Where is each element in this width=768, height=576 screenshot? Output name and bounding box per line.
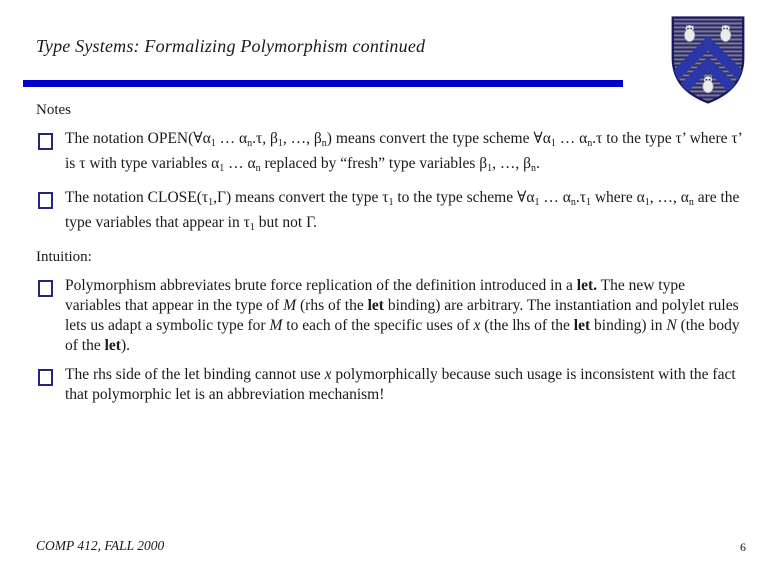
shield-svg bbox=[668, 14, 748, 106]
owl-icon bbox=[720, 25, 730, 42]
slide-body bbox=[36, 100, 744, 414]
bullet-text: The notation $CLOSE(\tau_1,\Gamma)$ means convert the type $\tau_1$ to the type scheme $\forall\alpha_1$ … $\alpha_n.\tau_1$ where $\alpha_1$, …, $\alpha_n$ are the type variables that appear in $\tau_1$ but not Γ. bbox=[65, 189, 740, 233]
bullet-item bbox=[36, 129, 744, 179]
intuition-heading: Intuition: bbox=[36, 249, 92, 265]
footer-course-label: COMP 412, FALL 2000 bbox=[36, 538, 165, 553]
bullet-text: The notation $OPEN(\forall\alpha_1$ … $\alpha_n.\tau$, $\beta_1$, …, $\beta_n$) means convert the type scheme $\forall\alpha_1$ … $\alpha_n.\tau$ to the type τ’ where τ’ is τ with type variables $\alpha_1$ … $\alpha_n$ replaced by “fresh” type variables $\beta_1$, …, $\beta_n$. bbox=[65, 130, 742, 174]
bullet-item bbox=[36, 365, 744, 405]
page-number: 6 bbox=[740, 540, 746, 554]
title-underline-rule bbox=[23, 80, 623, 87]
bullet-text: The rhs side of the let binding cannot use x polymorphically because such usage is inconsistent with the fact that polymorphic let is an abbreviation mechanism! bbox=[65, 366, 736, 403]
notes-heading: Notes bbox=[36, 102, 71, 118]
page-title: Type Systems: Formalizing Polymorphism continued bbox=[36, 36, 426, 56]
bullet-text: Polymorphism abbreviates brute force replication of the definition introduced in a let. The new type variables that appear in the type of M (rhs of the let binding) are arbitrary. The instantiation and polylet rules lets us adapt a symbolic type for M to each of the specific uses of x (the lhs of the let binding) in N (the body of the let). bbox=[65, 277, 740, 354]
owl-icon bbox=[684, 25, 694, 42]
square-bullet-icon bbox=[38, 280, 53, 297]
square-bullet-icon bbox=[38, 369, 53, 386]
square-bullet-icon bbox=[38, 192, 53, 209]
rice-university-shield-icon bbox=[668, 14, 748, 106]
square-bullet-icon bbox=[38, 133, 53, 150]
bullet-item bbox=[36, 276, 744, 356]
bullet-item bbox=[36, 188, 744, 238]
owl-icon bbox=[703, 76, 713, 93]
